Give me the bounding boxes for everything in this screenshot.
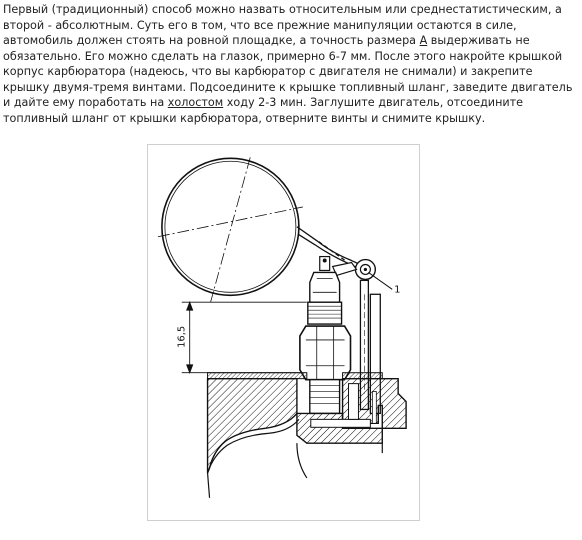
carburetor-body-section [208, 379, 407, 473]
float-outline [162, 158, 299, 295]
callout-leader [368, 272, 392, 289]
idle-word-underlined: холостом [167, 96, 224, 109]
gasket-plane [208, 373, 383, 379]
carburetor-float-diagram [147, 144, 420, 521]
dimension-line [182, 302, 307, 372]
float-centerlines [158, 157, 303, 302]
paragraph-text-end: ходу 2-3 мин. Заглушите двигатель, отсоедините топливный шланг от крышки карбюратора, отверните винты и снимите крышку. [3, 96, 524, 125]
article-paragraph [3, 2, 577, 126]
float-pivot [355, 260, 375, 280]
callout-number: 1 [394, 284, 401, 296]
paragraph-text-start: Первый (традиционный) способ можно назвать относительным или среднестатистическим, а второй - абсолютным. Суть его в том, что все прежние манипуляции остаются в силе, автомобиль должен стоять на ровной площадке, а точность размера [3, 3, 562, 47]
dimension-label: 16,5 [176, 325, 188, 348]
float-diagram-drawing [148, 145, 419, 520]
float-lever-arm [297, 227, 365, 271]
lower-housing-wall [208, 443, 383, 498]
paragraph-text-middle: выдерживать не обязательно. Его можно сделать на глазок, примерно 6-7 мм. После этого накройте крышкой корпус карбюратора (надеюсь, что вы карбюратор с двигателя не снимали) и закрепите крышку двумя-тремя винтами. Подсоедините к крышке топливный шланг, заведите двигатель и дайте ему поработать на [3, 34, 573, 109]
dimension-a-reference: А [419, 34, 428, 47]
